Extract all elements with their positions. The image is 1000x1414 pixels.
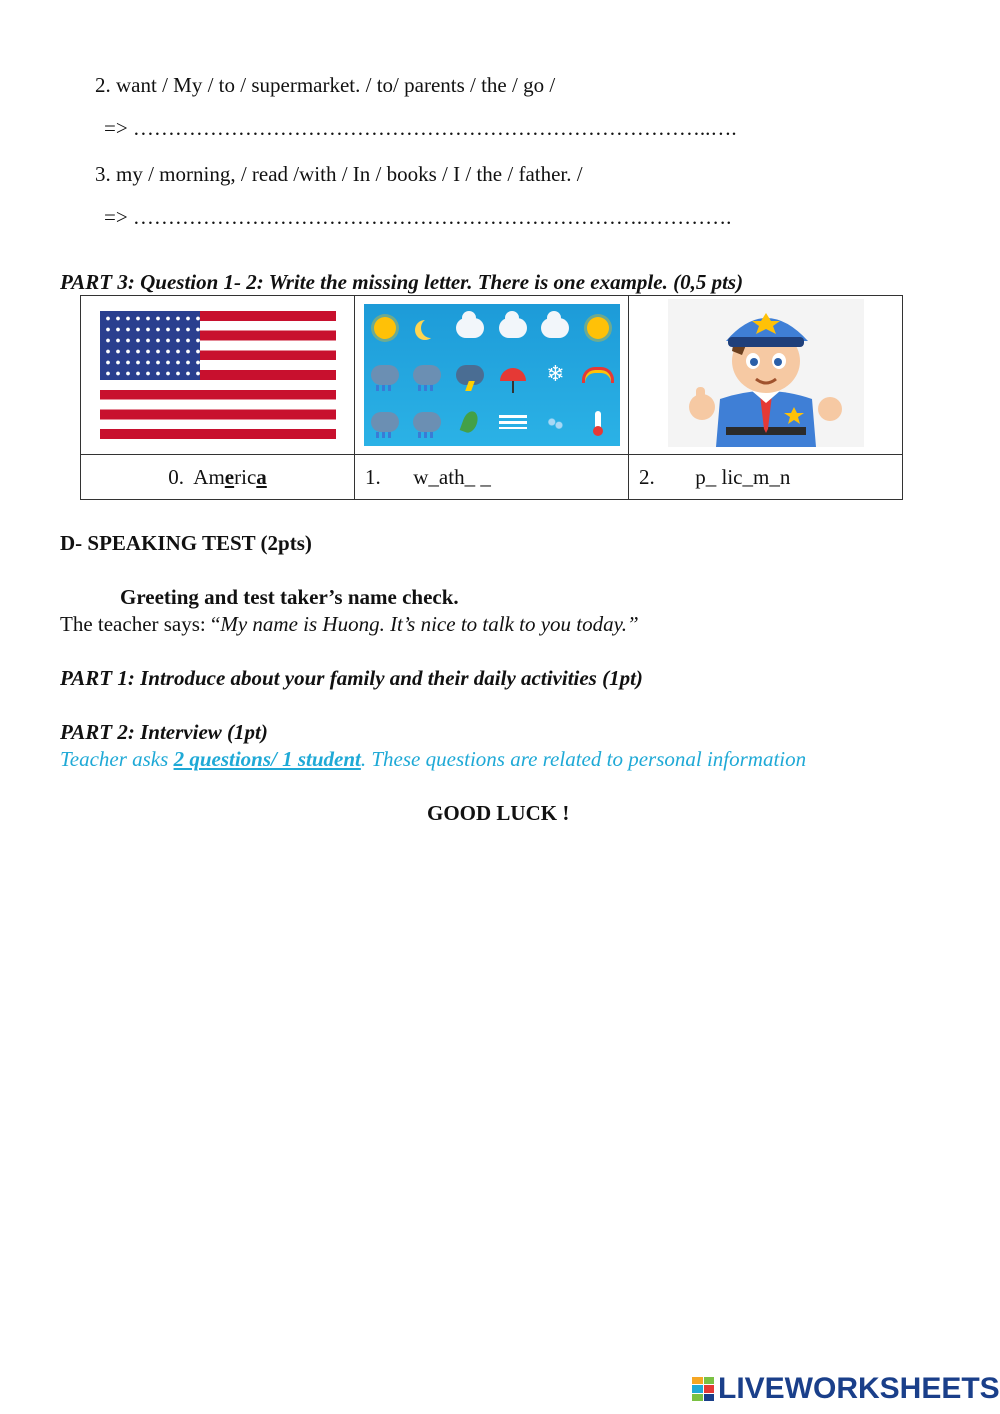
item-1-label xyxy=(355,455,629,500)
policeman-icon xyxy=(668,299,864,447)
question-2-answer-line[interactable]: => ………………………………………………………………………..…. xyxy=(104,116,737,140)
weather-cell xyxy=(355,296,629,455)
heavy-rain-icon xyxy=(413,365,441,385)
missing-letter-table xyxy=(80,295,903,500)
item-0-word: America xyxy=(193,464,267,489)
rain-cloud-icon xyxy=(371,365,399,385)
item-2-number: 2. xyxy=(639,464,655,489)
policeman-cell xyxy=(629,296,903,455)
weather-icons-image xyxy=(364,304,620,446)
cloud-icon xyxy=(456,318,484,338)
cloud-icon xyxy=(499,318,527,338)
part2-post: . These questions are related to personal information xyxy=(360,747,807,771)
part2-instructions xyxy=(60,747,806,772)
part2-emphasis: 2 questions/ 1 student xyxy=(173,747,361,771)
item-1-number: 1. xyxy=(365,464,381,489)
usa-flag-icon xyxy=(100,311,336,439)
raindrops-icon xyxy=(547,414,563,430)
speaking-test-heading: D- SPEAKING TEST (2pts) xyxy=(60,531,312,555)
storm-icon xyxy=(456,365,484,385)
rainbow-icon xyxy=(582,367,614,383)
question-3-answer-line[interactable]: => ……………………………………………………………….…………. xyxy=(104,205,732,229)
item-2-label xyxy=(629,455,903,500)
wind-icon xyxy=(499,415,527,429)
logo-text: LIVEWORKSHEETS xyxy=(718,1372,1000,1405)
teacher-quote: My name is Huong. It’s nice to talk to you today.” xyxy=(220,612,639,636)
liveworksheets-logo[interactable] xyxy=(692,1374,1000,1404)
teacher-says-prefix: The teacher says: “ xyxy=(60,612,221,636)
moon-icon xyxy=(421,318,441,338)
good-luck-text: GOOD LUCK ! xyxy=(427,801,570,825)
greeting-title: Greeting and test taker’s name check. xyxy=(120,585,459,609)
leaf-icon xyxy=(460,410,481,435)
part1-heading: PART 1: Introduce about your family and their daily activities (1pt) xyxy=(60,666,643,690)
sun-cloud-icon xyxy=(587,317,609,339)
teacher-says-line xyxy=(60,612,639,637)
flag-canton xyxy=(100,311,200,380)
umbrella-icon xyxy=(500,368,526,381)
snow-cloud-icon xyxy=(371,412,399,432)
liveworksheets-blocks-icon xyxy=(692,1377,714,1401)
thermometer-icon xyxy=(595,411,601,433)
sun-icon xyxy=(374,317,396,339)
night-cloud-icon xyxy=(541,318,569,338)
item-2-word[interactable]: p_ lic_m_n xyxy=(695,464,791,489)
part2-heading: PART 2: Interview (1pt) xyxy=(60,720,268,744)
question-2-prompt: 2. want / My / to / supermarket. / to/ parents / the / go / xyxy=(95,73,556,97)
flag-cell xyxy=(81,296,355,455)
snowflake-icon: ❄ xyxy=(546,361,565,387)
question-3-prompt: 3. my / morning, / read /with / In / books / I / the / father. / xyxy=(95,162,583,186)
part3-heading: PART 3: Question 1- 2: Write the missing letter. There is one example. (0,5 pts) xyxy=(60,270,744,294)
item-0-number: 0. xyxy=(168,464,184,489)
item-1-word[interactable]: w_ath_ _ xyxy=(413,464,491,489)
part2-pre: Teacher asks xyxy=(60,747,174,771)
item-0-label xyxy=(81,455,355,500)
hail-cloud-icon xyxy=(413,412,441,432)
